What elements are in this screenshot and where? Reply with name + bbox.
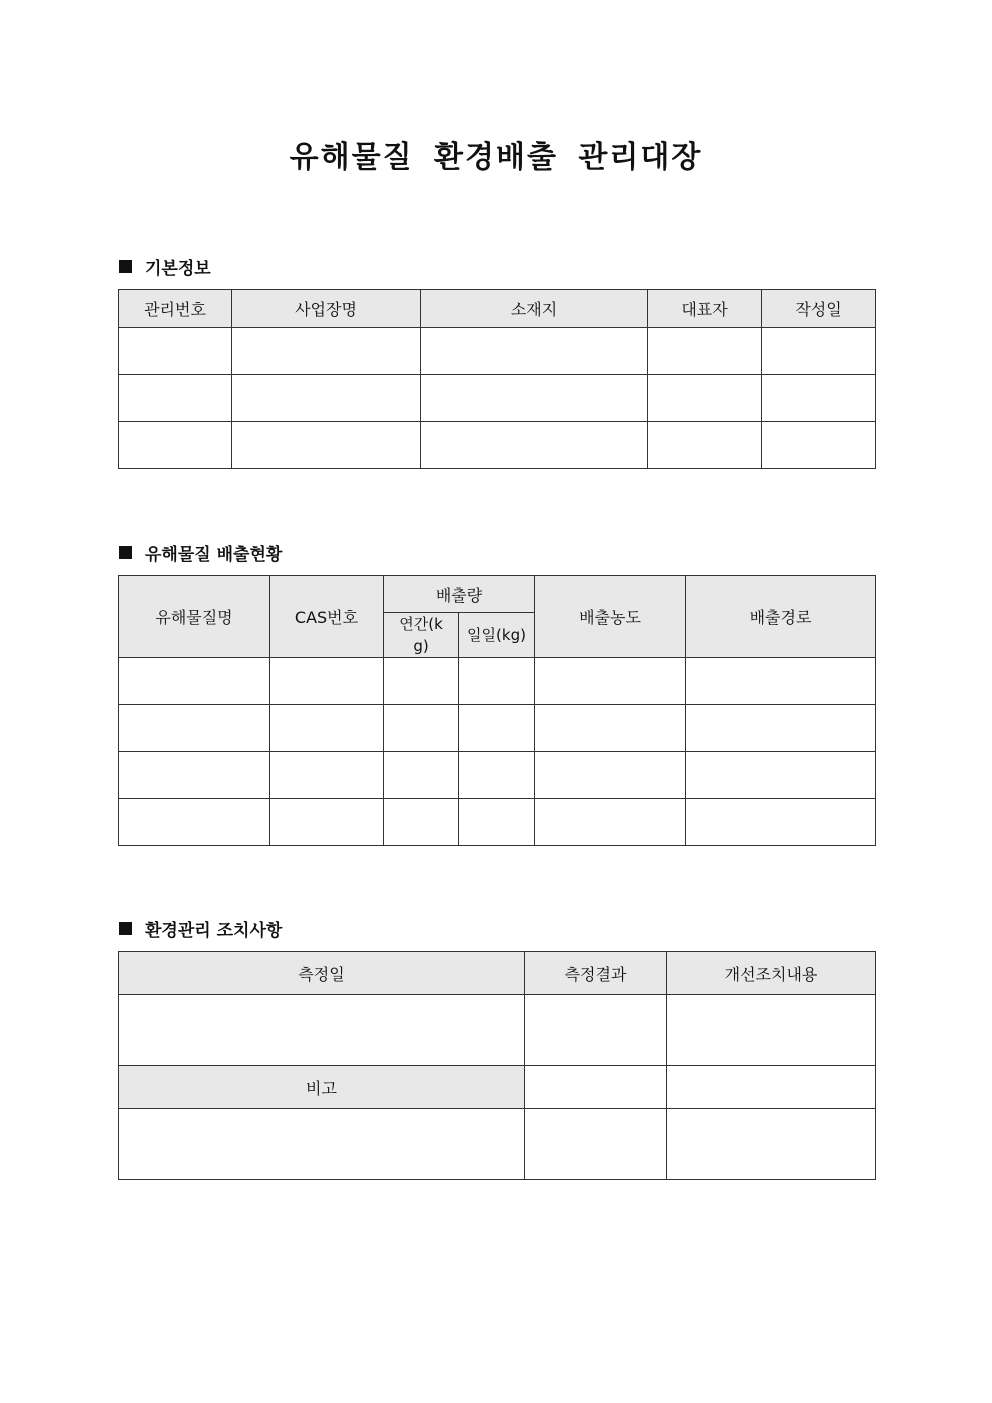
- section-title: 기본정보: [145, 259, 211, 279]
- table-cell[interactable]: [119, 658, 270, 705]
- page-title: 유해물질 환경배출 관리대장: [289, 140, 703, 175]
- column-header: 작성일: [762, 290, 876, 328]
- column-header: 배출량: [384, 576, 535, 613]
- table-cell[interactable]: [525, 1109, 667, 1180]
- table-cell[interactable]: [119, 752, 270, 799]
- column-header: 측정일: [119, 952, 525, 995]
- table-cell[interactable]: [384, 752, 459, 799]
- column-header: 배출농도: [535, 576, 686, 658]
- table-cell[interactable]: [648, 328, 762, 375]
- table-cell[interactable]: [270, 705, 384, 752]
- table-cell[interactable]: [232, 375, 421, 422]
- section-title: 환경관리 조치사항: [145, 921, 283, 941]
- table-cell[interactable]: [762, 328, 876, 375]
- table-cell[interactable]: [421, 375, 648, 422]
- column-header: 연간(kg): [384, 613, 459, 658]
- column-header: 측정결과: [525, 952, 667, 995]
- column-header: 관리번호: [119, 290, 232, 328]
- column-header: 개선조치내용: [667, 952, 876, 995]
- table-cell[interactable]: [119, 1109, 525, 1180]
- table-cell[interactable]: [762, 375, 876, 422]
- table-row: [119, 422, 876, 469]
- square-bullet-icon: [119, 546, 132, 559]
- table-cell[interactable]: [686, 658, 876, 705]
- section-emission-status-heading: [119, 540, 282, 565]
- section-environment-actions-heading: [119, 916, 282, 941]
- section-title: 유해물질 배출현황: [145, 545, 283, 565]
- table-cell[interactable]: [648, 422, 762, 469]
- table-cell[interactable]: [421, 328, 648, 375]
- section-basic-info-heading: [119, 254, 211, 279]
- table-cell[interactable]: [667, 995, 876, 1066]
- table-cell[interactable]: [232, 422, 421, 469]
- table-cell[interactable]: [762, 422, 876, 469]
- table-row: [119, 658, 876, 705]
- table-row: [119, 328, 876, 375]
- table-cell[interactable]: [270, 658, 384, 705]
- basic-info-table: [118, 289, 876, 469]
- column-header: 소재지: [421, 290, 648, 328]
- table-cell[interactable]: [459, 799, 535, 846]
- table-cell[interactable]: [384, 658, 459, 705]
- table-cell[interactable]: [686, 799, 876, 846]
- table-header-row: [119, 952, 876, 995]
- table-cell[interactable]: [119, 799, 270, 846]
- table-cell[interactable]: [459, 705, 535, 752]
- table-cell[interactable]: [270, 752, 384, 799]
- table-row: [119, 1109, 876, 1180]
- table-row: [119, 375, 876, 422]
- table-cell[interactable]: [535, 799, 686, 846]
- remarks-label: 비고: [119, 1066, 525, 1109]
- table-cell[interactable]: [119, 422, 232, 469]
- column-header: 대표자: [648, 290, 762, 328]
- table-header-row: [119, 1066, 876, 1109]
- table-row: [119, 752, 876, 799]
- column-header: 배출경로: [686, 576, 876, 658]
- table-cell[interactable]: [384, 799, 459, 846]
- table-cell[interactable]: [232, 328, 421, 375]
- table-row: [119, 995, 876, 1066]
- table-row: [119, 705, 876, 752]
- table-cell[interactable]: [667, 1066, 876, 1109]
- column-header: 사업장명: [232, 290, 421, 328]
- table-cell[interactable]: [648, 375, 762, 422]
- table-cell[interactable]: [535, 658, 686, 705]
- table-cell[interactable]: [119, 995, 525, 1066]
- square-bullet-icon: [119, 922, 132, 935]
- table-cell[interactable]: [421, 422, 648, 469]
- table-cell[interactable]: [119, 328, 232, 375]
- table-cell[interactable]: [667, 1109, 876, 1180]
- table-cell[interactable]: [535, 752, 686, 799]
- square-bullet-icon: [119, 260, 132, 273]
- table-cell[interactable]: [384, 705, 459, 752]
- table-cell[interactable]: [686, 705, 876, 752]
- table-cell[interactable]: [686, 752, 876, 799]
- table-header-row: [119, 290, 876, 328]
- table-cell[interactable]: [525, 1066, 667, 1109]
- table-cell[interactable]: [119, 705, 270, 752]
- column-header: 유해물질명: [119, 576, 270, 658]
- emission-status-table: [118, 575, 876, 846]
- table-cell[interactable]: [525, 995, 667, 1066]
- column-header: CAS번호: [270, 576, 384, 658]
- table-cell[interactable]: [119, 375, 232, 422]
- table-row: [119, 799, 876, 846]
- table-cell[interactable]: [270, 799, 384, 846]
- column-header: 일일(kg): [459, 613, 535, 658]
- table-header-row: [119, 576, 876, 613]
- table-cell[interactable]: [459, 658, 535, 705]
- table-cell[interactable]: [459, 752, 535, 799]
- table-cell[interactable]: [535, 705, 686, 752]
- environment-actions-table: [118, 951, 876, 1180]
